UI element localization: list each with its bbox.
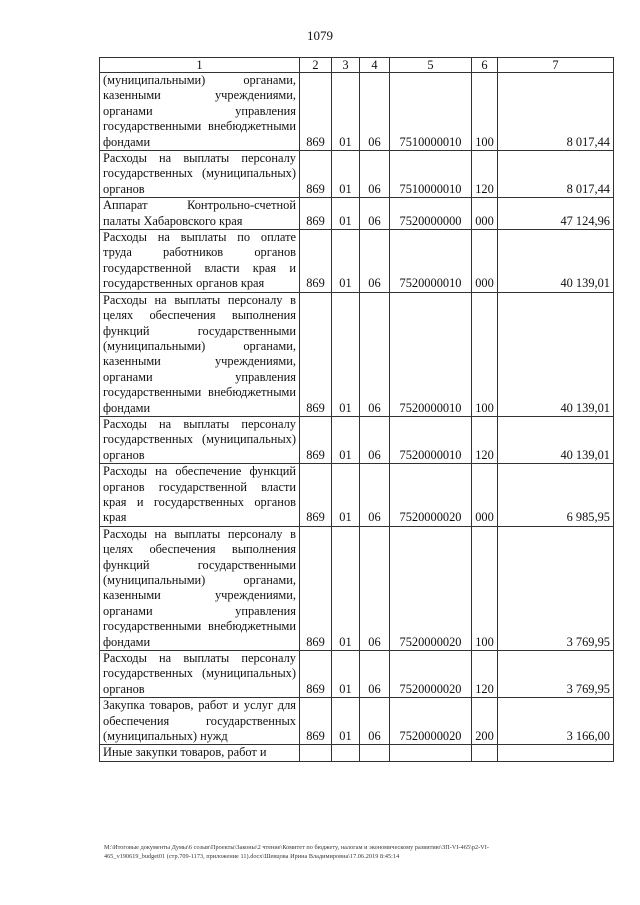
table-row (100, 292, 614, 416)
table-header-row (100, 58, 614, 73)
expense-type-code: 120 (472, 416, 498, 463)
table-row (100, 416, 614, 463)
target-article-code (390, 745, 472, 761)
expense-type-code: 120 (472, 651, 498, 698)
ministry-code: 869 (300, 198, 332, 230)
expense-type-code: 100 (472, 73, 498, 151)
row-name: Аппарат Контрольно-счетной палаты Хабаровского края (100, 198, 300, 230)
page-number: 1079 (307, 28, 333, 43)
ministry-code (300, 745, 332, 761)
subsection-code (360, 745, 390, 761)
subsection-code: 06 (360, 230, 390, 293)
target-article-code: 7510000010 (390, 151, 472, 198)
ministry-code: 869 (300, 464, 332, 527)
section-code: 01 (332, 526, 360, 650)
section-code: 01 (332, 198, 360, 230)
expense-type-code: 100 (472, 292, 498, 416)
subsection-code: 06 (360, 416, 390, 463)
expense-type-code: 000 (472, 464, 498, 527)
ministry-code: 869 (300, 292, 332, 416)
subsection-code: 06 (360, 464, 390, 527)
amount: 40 139,01 (498, 292, 614, 416)
target-article-code: 7520000020 (390, 526, 472, 650)
header-cell: 6 (472, 58, 498, 73)
table-row (100, 73, 614, 151)
target-article-code: 7520000020 (390, 464, 472, 527)
table-row (100, 198, 614, 230)
expense-type-code: 100 (472, 526, 498, 650)
target-article-code: 7520000010 (390, 292, 472, 416)
row-name: Иные закупки товаров, работ и (100, 745, 300, 761)
section-code: 01 (332, 292, 360, 416)
section-code: 01 (332, 464, 360, 527)
budget-table (99, 57, 614, 762)
table-row (100, 651, 614, 698)
expense-type-code: 000 (472, 230, 498, 293)
section-code: 01 (332, 230, 360, 293)
header-cell: 2 (300, 58, 332, 73)
header-cell: 3 (332, 58, 360, 73)
section-code: 01 (332, 73, 360, 151)
expense-type-code (472, 745, 498, 761)
expense-type-code: 000 (472, 198, 498, 230)
target-article-code: 7520000010 (390, 416, 472, 463)
ministry-code: 869 (300, 698, 332, 745)
table-row (100, 526, 614, 650)
header-cell: 1 (100, 58, 300, 73)
header-cell: 5 (390, 58, 472, 73)
amount: 6 985,95 (498, 464, 614, 527)
section-code: 01 (332, 416, 360, 463)
header-cell: 7 (498, 58, 614, 73)
section-code: 01 (332, 698, 360, 745)
subsection-code: 06 (360, 526, 390, 650)
ministry-code: 869 (300, 526, 332, 650)
section-code (332, 745, 360, 761)
section-code: 01 (332, 151, 360, 198)
row-name: Расходы на выплаты персоналу государственных (муниципальных) органов (100, 151, 300, 198)
footer-line: 465_v190619_budget01 (стр.709-1173, приложение 11).docx\Шевцова Ирина Владимировна\17.06.2019 8:45:14 (104, 853, 400, 860)
ministry-code: 869 (300, 73, 332, 151)
target-article-code: 7520000020 (390, 698, 472, 745)
target-article-code: 7520000020 (390, 651, 472, 698)
subsection-code: 06 (360, 198, 390, 230)
amount: 8 017,44 (498, 151, 614, 198)
amount: 8 017,44 (498, 73, 614, 151)
target-article-code: 7520000000 (390, 198, 472, 230)
expense-type-code: 200 (472, 698, 498, 745)
ministry-code: 869 (300, 151, 332, 198)
row-name: Закупка товаров, работ и услуг для обеспечения государственных (муниципальных) нужд (100, 698, 300, 745)
section-code: 01 (332, 651, 360, 698)
footer-line: M:\Итоговые документы Думы\6 созыв\Проекты\Законы\2 чтение\Комитет по бюджету, налогам и экономическому развитию\ЗП-VI-465\р2-VI- (104, 844, 489, 851)
table-row (100, 698, 614, 745)
target-article-code: 7510000010 (390, 73, 472, 151)
subsection-code: 06 (360, 73, 390, 151)
row-name: Расходы на выплаты по оплате труда работников органов государственной власти края и государственных органов края (100, 230, 300, 293)
amount: 3 769,95 (498, 651, 614, 698)
ministry-code: 869 (300, 230, 332, 293)
expense-type-code: 120 (472, 151, 498, 198)
subsection-code: 06 (360, 292, 390, 416)
row-name: Расходы на выплаты персоналу в целях обеспечения выполнения функций государственными (муниципальными) органами, казенными учреждениями, органами управления государственными внебюджетными фондами (100, 526, 300, 650)
subsection-code: 06 (360, 151, 390, 198)
row-name: Расходы на выплаты персоналу государственных (муниципальных) органов (100, 651, 300, 698)
target-article-code: 7520000010 (390, 230, 472, 293)
table-row (100, 151, 614, 198)
ministry-code: 869 (300, 651, 332, 698)
header-cell: 4 (360, 58, 390, 73)
row-name: Расходы на выплаты персоналу в целях обеспечения выполнения функций государственными (муниципальными) органами, казенными учреждениями, органами управления государственными внебюджетными фондами (100, 292, 300, 416)
amount (498, 745, 614, 761)
file-path-footer (104, 843, 620, 861)
row-name: Расходы на выплаты персоналу государственных (муниципальных) органов (100, 416, 300, 463)
amount: 40 139,01 (498, 230, 614, 293)
table-row (100, 230, 614, 293)
table-row (100, 464, 614, 527)
amount: 40 139,01 (498, 416, 614, 463)
subsection-code: 06 (360, 651, 390, 698)
ministry-code: 869 (300, 416, 332, 463)
subsection-code: 06 (360, 698, 390, 745)
amount: 47 124,96 (498, 198, 614, 230)
row-name: Расходы на обеспечение функций органов государственной власти края и государственных органов края (100, 464, 300, 527)
table-row (100, 745, 614, 761)
amount: 3 769,95 (498, 526, 614, 650)
row-name: (муниципальными) органами, казенными учреждениями, органами управления государственными внебюджетными фондами (100, 73, 300, 151)
amount: 3 166,00 (498, 698, 614, 745)
